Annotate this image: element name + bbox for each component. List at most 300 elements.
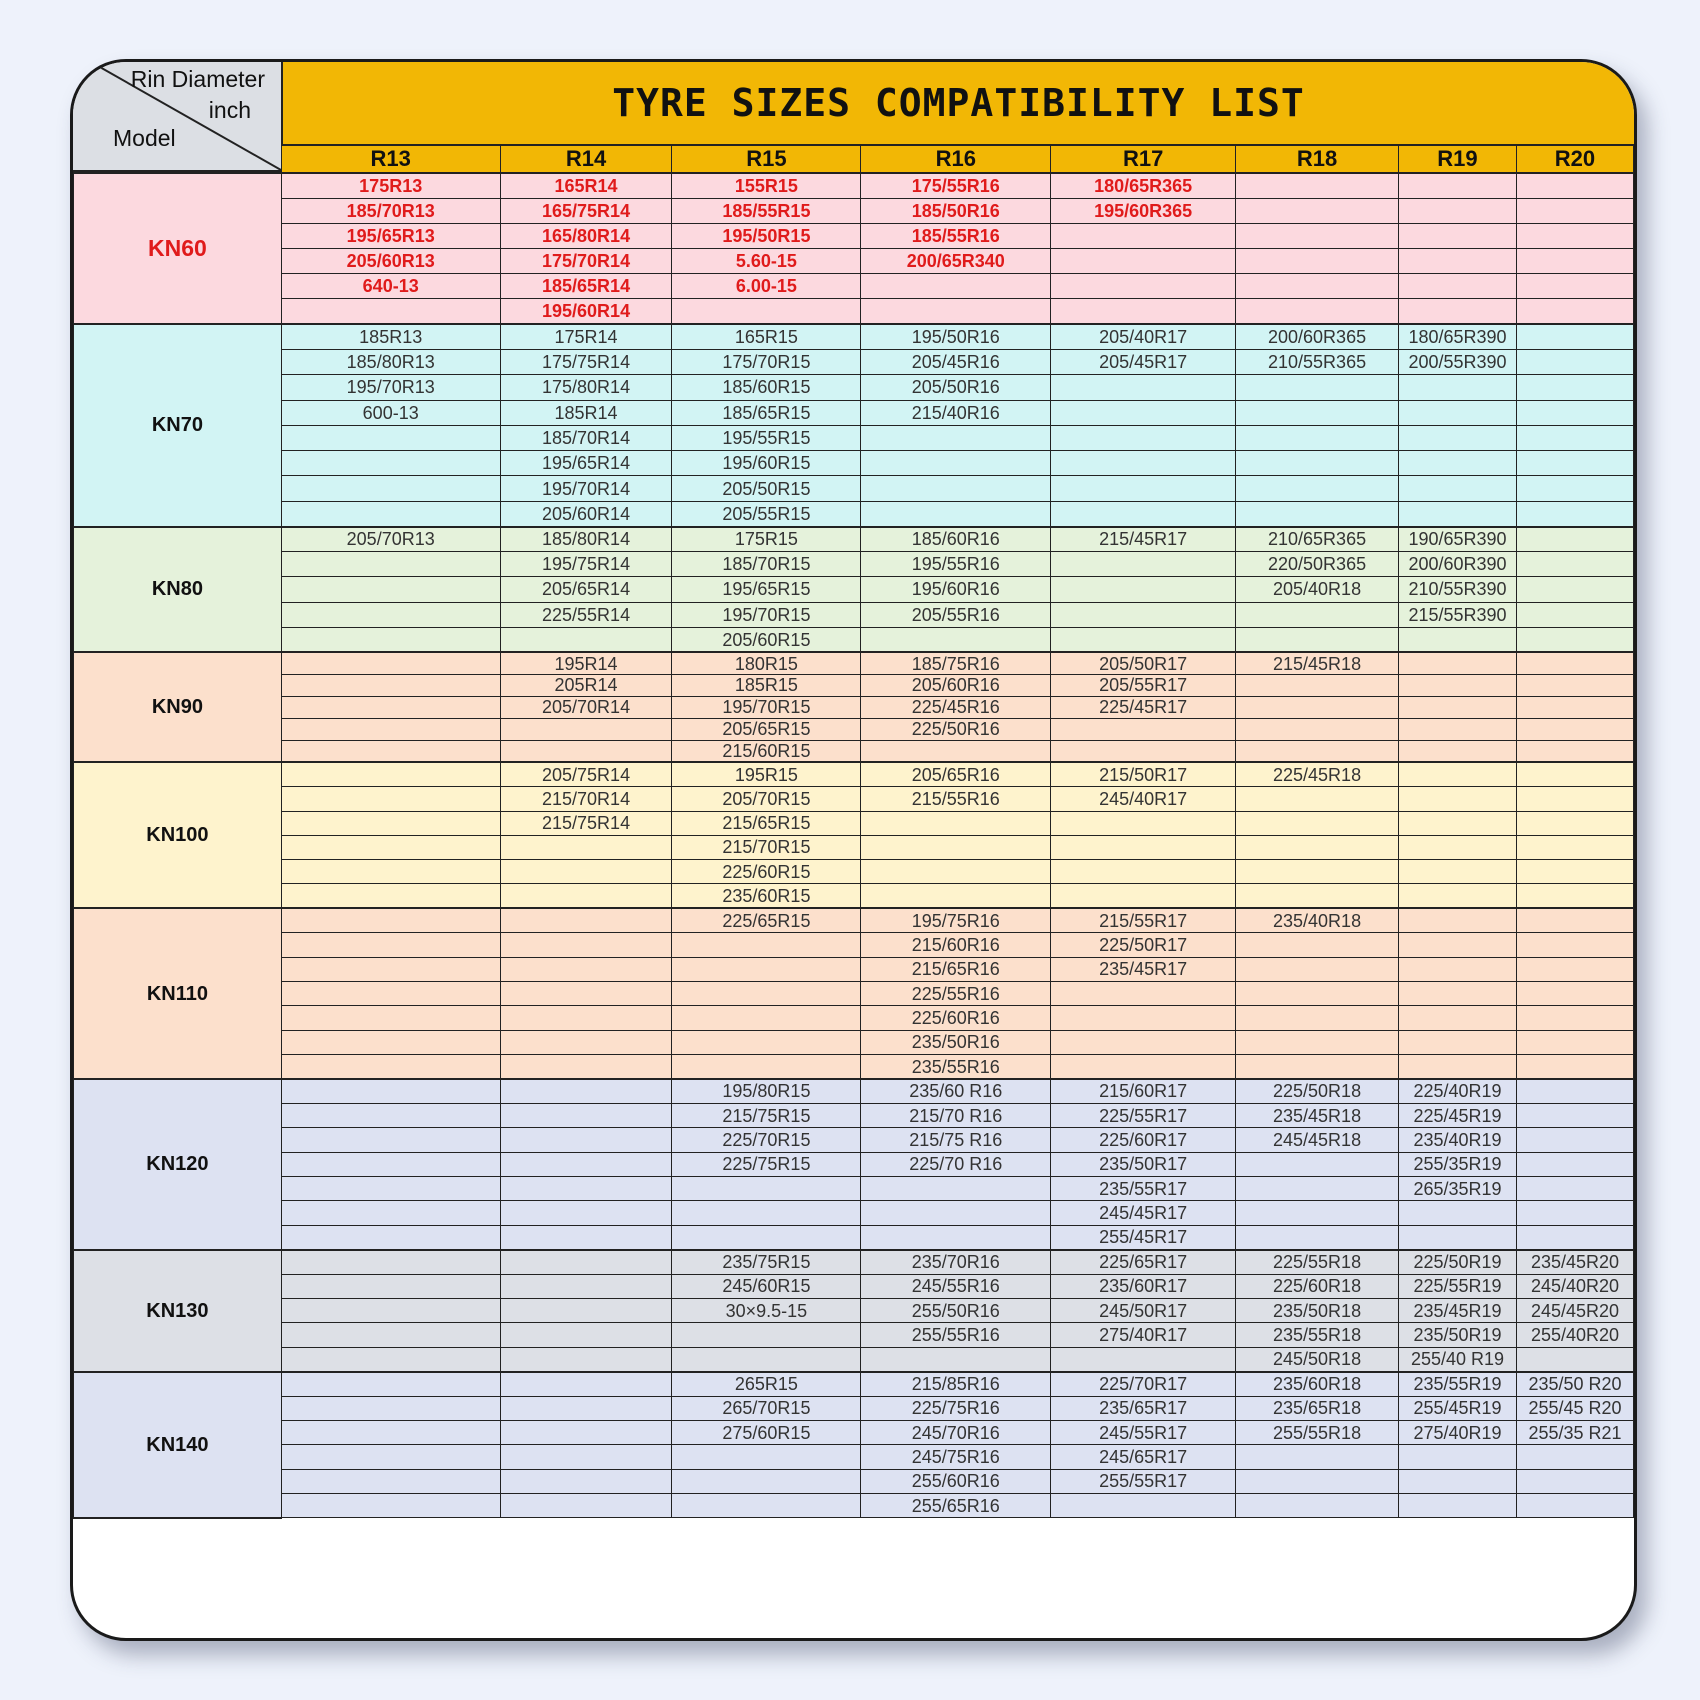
size-cell [281, 1055, 500, 1079]
size-cell [281, 1152, 500, 1176]
size-cell: 195/70R15 [672, 602, 861, 627]
size-cell: 205/50R15 [672, 476, 861, 501]
size-cell: 225/65R15 [672, 908, 861, 932]
size-cell [500, 1469, 672, 1493]
size-cell: 190/65R390 [1399, 527, 1517, 552]
size-cell [281, 933, 500, 957]
size-cell: 275/40R19 [1399, 1420, 1517, 1444]
size-cell: 180/65R365 [1051, 173, 1236, 198]
size-cell [1399, 627, 1517, 652]
table-row [74, 1323, 1634, 1347]
size-cell: 195/70R15 [672, 696, 861, 718]
column-header: R17 [1051, 145, 1236, 173]
size-cell: 245/50R17 [1051, 1298, 1236, 1322]
size-cell [500, 1006, 672, 1030]
size-cell: 225/70R17 [1051, 1372, 1236, 1396]
size-cell: 225/45R16 [861, 696, 1051, 718]
size-cell [281, 884, 500, 908]
size-cell: 205/60R13 [281, 249, 500, 274]
size-cell [1399, 811, 1517, 835]
size-cell [861, 451, 1051, 476]
size-cell [281, 425, 500, 450]
size-cell [1236, 627, 1399, 652]
size-cell: 245/40R17 [1051, 787, 1236, 811]
size-cell [1399, 299, 1517, 324]
table-row [74, 1494, 1634, 1518]
size-cell: 165/80R14 [500, 223, 672, 248]
size-cell: 235/55R18 [1236, 1323, 1399, 1347]
size-cell [281, 1177, 500, 1201]
size-cell [1236, 223, 1399, 248]
size-cell [1236, 981, 1399, 1005]
table-row [74, 740, 1634, 762]
size-cell [281, 981, 500, 1005]
size-cell: 215/75 R16 [861, 1128, 1051, 1152]
table-row [74, 425, 1634, 450]
size-cell: 185/55R15 [672, 198, 861, 223]
size-cell: 195/65R15 [672, 577, 861, 602]
size-cell: 195/60R14 [500, 299, 672, 324]
size-cell [1051, 811, 1236, 835]
size-cell: 165R14 [500, 173, 672, 198]
table-row [74, 274, 1634, 299]
size-cell [500, 1152, 672, 1176]
table-row [74, 762, 1634, 786]
size-cell [672, 1055, 861, 1079]
size-cell [861, 425, 1051, 450]
size-cell: 195/55R16 [861, 552, 1051, 577]
size-cell [281, 860, 500, 884]
size-cell [1236, 884, 1399, 908]
size-cell [281, 1445, 500, 1469]
size-cell [1516, 1469, 1633, 1493]
size-cell [1051, 425, 1236, 450]
size-cell: 235/70R16 [861, 1250, 1051, 1274]
size-cell [1051, 1347, 1236, 1371]
table-row [74, 1152, 1634, 1176]
size-cell [281, 787, 500, 811]
size-cell: 225/55R14 [500, 602, 672, 627]
size-cell [500, 957, 672, 981]
table-row [74, 696, 1634, 718]
size-cell [1236, 1225, 1399, 1249]
size-cell [1236, 1201, 1399, 1225]
size-cell: 255/45R19 [1399, 1396, 1517, 1420]
size-cell: 225/40R19 [1399, 1079, 1517, 1103]
size-cell [281, 627, 500, 652]
size-cell [1516, 674, 1633, 696]
size-cell [1051, 1494, 1236, 1518]
table-row [74, 324, 1634, 349]
size-cell: 245/75R16 [861, 1445, 1051, 1469]
size-cell [1516, 527, 1633, 552]
size-cell: 185R14 [500, 400, 672, 425]
size-cell [500, 981, 672, 1005]
size-cell: 215/50R17 [1051, 762, 1236, 786]
size-cell: 195/60R15 [672, 451, 861, 476]
size-cell [1051, 718, 1236, 740]
size-cell: 185/80R14 [500, 527, 672, 552]
size-cell: 185/70R14 [500, 425, 672, 450]
size-cell: 245/60R15 [672, 1274, 861, 1298]
size-cell [281, 1274, 500, 1298]
size-cell [672, 957, 861, 981]
size-cell: 205/75R14 [500, 762, 672, 786]
size-cell: 185/60R16 [861, 527, 1051, 552]
size-cell: 255/45R17 [1051, 1225, 1236, 1249]
size-cell [1399, 476, 1517, 501]
size-cell [1051, 274, 1236, 299]
size-cell [1236, 501, 1399, 526]
table-row [74, 1177, 1634, 1201]
size-cell: 185/60R15 [672, 375, 861, 400]
size-cell [1399, 451, 1517, 476]
size-cell [1051, 1055, 1236, 1079]
rim-diameter-label: Rin Diameter [130, 66, 265, 92]
size-cell [500, 1323, 672, 1347]
size-cell: 235/50R19 [1399, 1323, 1517, 1347]
size-cell [1516, 501, 1633, 526]
size-cell [281, 451, 500, 476]
size-cell [1051, 835, 1236, 859]
size-cell [500, 1274, 672, 1298]
size-cell: 235/45R19 [1399, 1298, 1517, 1322]
size-cell: 215/70 R16 [861, 1103, 1051, 1127]
size-cell [281, 1298, 500, 1322]
size-cell: 255/55R18 [1236, 1420, 1399, 1444]
size-cell [281, 718, 500, 740]
size-cell [1236, 400, 1399, 425]
size-cell [281, 1030, 500, 1054]
size-cell: 210/65R365 [1236, 527, 1399, 552]
size-cell [861, 274, 1051, 299]
size-cell [1516, 1128, 1633, 1152]
size-cell [1516, 1079, 1633, 1103]
size-cell [1051, 501, 1236, 526]
size-cell: 185/55R16 [861, 223, 1051, 248]
size-cell: 255/35R19 [1399, 1152, 1517, 1176]
size-cell: 225/75R16 [861, 1396, 1051, 1420]
size-cell: 235/50R17 [1051, 1152, 1236, 1176]
size-cell [1399, 860, 1517, 884]
size-cell [1236, 1055, 1399, 1079]
table-row [74, 476, 1634, 501]
size-cell: 195/50R16 [861, 324, 1051, 349]
table-row [74, 1128, 1634, 1152]
size-cell: 245/45R17 [1051, 1201, 1236, 1225]
size-cell: 175R15 [672, 527, 861, 552]
size-cell [1236, 1177, 1399, 1201]
size-cell [861, 1347, 1051, 1371]
table-row [74, 349, 1634, 374]
size-cell [1399, 173, 1517, 198]
size-cell [281, 1323, 500, 1347]
size-cell [500, 1494, 672, 1518]
size-cell: 205/70R15 [672, 787, 861, 811]
size-cell: 205/55R15 [672, 501, 861, 526]
size-cell: 235/60R18 [1236, 1372, 1399, 1396]
size-cell [1516, 740, 1633, 762]
size-cell [1051, 400, 1236, 425]
table-row [74, 718, 1634, 740]
size-cell [1051, 577, 1236, 602]
size-cell [861, 884, 1051, 908]
size-cell: 205/70R13 [281, 527, 500, 552]
size-cell [500, 933, 672, 957]
size-cell: 205/45R16 [861, 349, 1051, 374]
table-row [74, 884, 1634, 908]
size-cell [500, 740, 672, 762]
size-cell [1236, 602, 1399, 627]
table-row [74, 835, 1634, 859]
size-cell: 185/70R13 [281, 198, 500, 223]
size-cell [281, 1347, 500, 1371]
size-cell [1516, 933, 1633, 957]
size-cell [1236, 1152, 1399, 1176]
size-cell: 225/50R18 [1236, 1079, 1399, 1103]
size-cell: 225/65R17 [1051, 1250, 1236, 1274]
size-cell [281, 1079, 500, 1103]
table-row [74, 981, 1634, 1005]
column-header: R14 [500, 145, 672, 173]
size-cell: 255/40 R19 [1399, 1347, 1517, 1371]
size-cell: 215/45R18 [1236, 652, 1399, 674]
size-cell: 5.60-15 [672, 249, 861, 274]
size-cell: 600-13 [281, 400, 500, 425]
size-cell [672, 1177, 861, 1201]
size-cell: 175/55R16 [861, 173, 1051, 198]
size-cell [1236, 476, 1399, 501]
size-cell: 225/55R18 [1236, 1250, 1399, 1274]
size-cell: 255/55R16 [861, 1323, 1051, 1347]
size-cell [1236, 740, 1399, 762]
size-cell [672, 299, 861, 324]
size-cell [1399, 1445, 1517, 1469]
size-cell [1399, 1055, 1517, 1079]
size-cell: 235/55R19 [1399, 1372, 1517, 1396]
size-cell: 195/65R13 [281, 223, 500, 248]
size-cell: 220/50R365 [1236, 552, 1399, 577]
size-cell [1236, 375, 1399, 400]
size-cell: 195/50R15 [672, 223, 861, 248]
table-row [74, 1347, 1634, 1371]
size-cell [1236, 696, 1399, 718]
size-cell [1516, 173, 1633, 198]
size-cell [500, 1177, 672, 1201]
table-row [74, 527, 1634, 552]
size-cell [1516, 718, 1633, 740]
table-row [74, 1055, 1634, 1079]
size-cell [281, 1128, 500, 1152]
size-cell: 185/80R13 [281, 349, 500, 374]
column-header-row [74, 145, 1634, 173]
size-cell: 205/65R16 [861, 762, 1051, 786]
size-cell: 215/65R16 [861, 957, 1051, 981]
table-row [74, 577, 1634, 602]
size-cell: 225/70R15 [672, 1128, 861, 1152]
size-cell [1051, 1006, 1236, 1030]
size-cell: 235/60R17 [1051, 1274, 1236, 1298]
size-cell [1399, 375, 1517, 400]
table-row [74, 908, 1634, 932]
size-cell: 195/70R14 [500, 476, 672, 501]
size-cell [500, 1250, 672, 1274]
size-cell [1516, 1103, 1633, 1127]
size-cell [1236, 274, 1399, 299]
size-cell: 245/45R18 [1236, 1128, 1399, 1152]
size-cell [1051, 602, 1236, 627]
size-cell [1516, 577, 1633, 602]
size-cell [1399, 884, 1517, 908]
size-cell [1399, 1030, 1517, 1054]
size-cell [1399, 1469, 1517, 1493]
model-label: KN80 [74, 527, 282, 653]
size-cell: 215/40R16 [861, 400, 1051, 425]
size-cell: 235/45R17 [1051, 957, 1236, 981]
size-cell: 225/55R19 [1399, 1274, 1517, 1298]
size-cell: 235/50R18 [1236, 1298, 1399, 1322]
size-cell: 215/55R17 [1051, 908, 1236, 932]
size-cell [281, 957, 500, 981]
size-cell [1236, 1030, 1399, 1054]
size-cell [1236, 787, 1399, 811]
size-cell [1236, 451, 1399, 476]
size-cell [1516, 627, 1633, 652]
size-cell: 215/60R16 [861, 933, 1051, 957]
size-cell [1051, 476, 1236, 501]
size-cell [672, 1030, 861, 1054]
size-cell [1399, 718, 1517, 740]
size-cell: 175R14 [500, 324, 672, 349]
inch-label: inch [208, 97, 251, 123]
size-cell [281, 762, 500, 786]
size-cell: 185/65R15 [672, 400, 861, 425]
size-cell [1516, 1225, 1633, 1249]
table-row [74, 652, 1634, 674]
size-cell [1051, 981, 1236, 1005]
size-cell [1399, 957, 1517, 981]
size-cell: 175/75R14 [500, 349, 672, 374]
size-cell: 215/60R17 [1051, 1079, 1236, 1103]
size-cell: 225/45R19 [1399, 1103, 1517, 1127]
size-cell [1399, 787, 1517, 811]
size-cell [1516, 835, 1633, 859]
size-cell: 195R15 [672, 762, 861, 786]
table-row [74, 933, 1634, 957]
size-cell [281, 1103, 500, 1127]
size-cell [672, 1494, 861, 1518]
table-row [74, 1030, 1634, 1054]
size-cell [500, 908, 672, 932]
size-cell: 235/60 R16 [861, 1079, 1051, 1103]
size-cell: 225/55R16 [861, 981, 1051, 1005]
size-cell: 195/55R15 [672, 425, 861, 450]
size-cell [1399, 400, 1517, 425]
size-cell [500, 1128, 672, 1152]
size-cell: 205/40R18 [1236, 577, 1399, 602]
size-cell: 195/75R14 [500, 552, 672, 577]
size-cell [861, 1201, 1051, 1225]
size-cell: 255/50R16 [861, 1298, 1051, 1322]
size-cell: 215/75R14 [500, 811, 672, 835]
size-cell: 165/75R14 [500, 198, 672, 223]
column-header: R15 [672, 145, 861, 173]
size-cell: 185/50R16 [861, 198, 1051, 223]
size-cell [861, 1225, 1051, 1249]
size-cell [281, 1494, 500, 1518]
table-row [74, 451, 1634, 476]
size-cell [281, 908, 500, 932]
size-cell: 235/50 R20 [1516, 1372, 1633, 1396]
size-cell: 255/45 R20 [1516, 1396, 1633, 1420]
size-cell: 265R15 [672, 1372, 861, 1396]
size-cell [281, 652, 500, 674]
size-cell [1399, 249, 1517, 274]
size-cell: 225/60R18 [1236, 1274, 1399, 1298]
size-cell [1516, 1347, 1633, 1371]
size-cell [1516, 274, 1633, 299]
size-cell: 225/60R15 [672, 860, 861, 884]
size-cell [281, 1372, 500, 1396]
size-cell [1236, 835, 1399, 859]
size-cell [1236, 173, 1399, 198]
size-cell: 205/55R17 [1051, 674, 1236, 696]
size-cell [861, 476, 1051, 501]
size-cell [1516, 1445, 1633, 1469]
size-cell [1399, 933, 1517, 957]
size-cell [1516, 860, 1633, 884]
size-cell [281, 835, 500, 859]
size-cell [500, 1347, 672, 1371]
size-cell: 180R15 [672, 652, 861, 674]
size-cell: 215/55R390 [1399, 602, 1517, 627]
size-cell: 195/65R14 [500, 451, 672, 476]
size-cell: 205/40R17 [1051, 324, 1236, 349]
size-cell [500, 860, 672, 884]
size-cell [281, 696, 500, 718]
table-row [74, 1225, 1634, 1249]
size-cell [1516, 957, 1633, 981]
size-cell [1516, 811, 1633, 835]
size-cell: 205/60R15 [672, 627, 861, 652]
size-cell: 215/60R15 [672, 740, 861, 762]
size-cell: 215/70R14 [500, 787, 672, 811]
table-row [74, 1420, 1634, 1444]
size-cell [672, 981, 861, 1005]
size-cell [1399, 1225, 1517, 1249]
size-cell [1051, 884, 1236, 908]
size-cell: 175/80R14 [500, 375, 672, 400]
size-cell: 185/70R15 [672, 552, 861, 577]
size-cell [1516, 787, 1633, 811]
size-cell [500, 1079, 672, 1103]
size-cell [1516, 425, 1633, 450]
size-cell [281, 1250, 500, 1274]
size-cell [1399, 501, 1517, 526]
size-cell: 265/35R19 [1399, 1177, 1517, 1201]
size-cell [281, 577, 500, 602]
size-cell: 275/40R17 [1051, 1323, 1236, 1347]
size-cell: 205/60R14 [500, 501, 672, 526]
size-cell: 210/55R365 [1236, 349, 1399, 374]
table-row [74, 1298, 1634, 1322]
size-cell: 235/65R18 [1236, 1396, 1399, 1420]
size-cell [281, 299, 500, 324]
size-cell: 195/70R13 [281, 375, 500, 400]
size-cell: 165R15 [672, 324, 861, 349]
size-cell: 225/55R17 [1051, 1103, 1236, 1127]
size-cell [672, 1347, 861, 1371]
